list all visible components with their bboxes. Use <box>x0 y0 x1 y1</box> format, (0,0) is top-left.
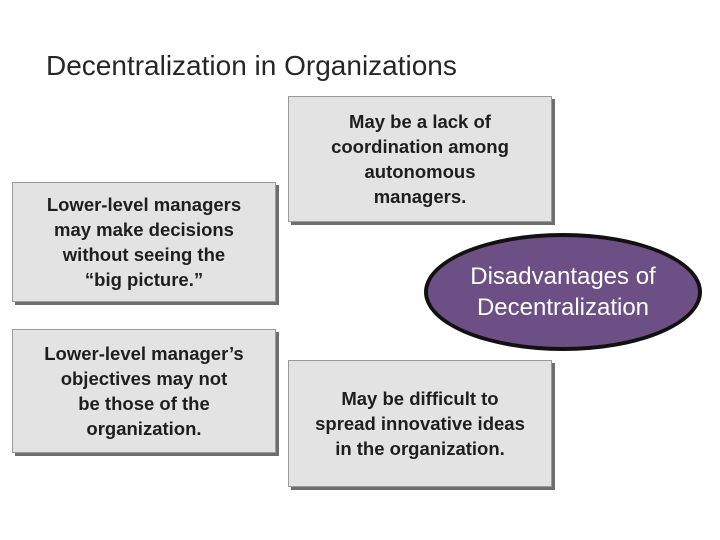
disadvantage-text-big-picture: Lower-level managers may make decisions without seeing the “big picture.” <box>46 193 242 291</box>
slide-title: Decentralization in Organizations <box>46 50 457 81</box>
disadvantage-box-innovation <box>288 360 552 487</box>
disadvantage-text-objectives: Lower-level manager’s objectives may not be those of the organization. <box>44 342 244 440</box>
disadvantage-text-coordination: May be a lack of coordination among autonomous managers. <box>331 110 509 208</box>
disadvantage-text-innovation: May be difficult to spread innovative ideas in the organization. <box>315 387 525 460</box>
disadvantage-box-coordination <box>288 96 552 222</box>
disadvantage-box-big-picture <box>12 182 276 302</box>
center-oval-label: Disadvantages of Decentralization <box>470 262 656 321</box>
center-oval <box>424 233 702 351</box>
disadvantage-box-objectives <box>12 329 276 453</box>
